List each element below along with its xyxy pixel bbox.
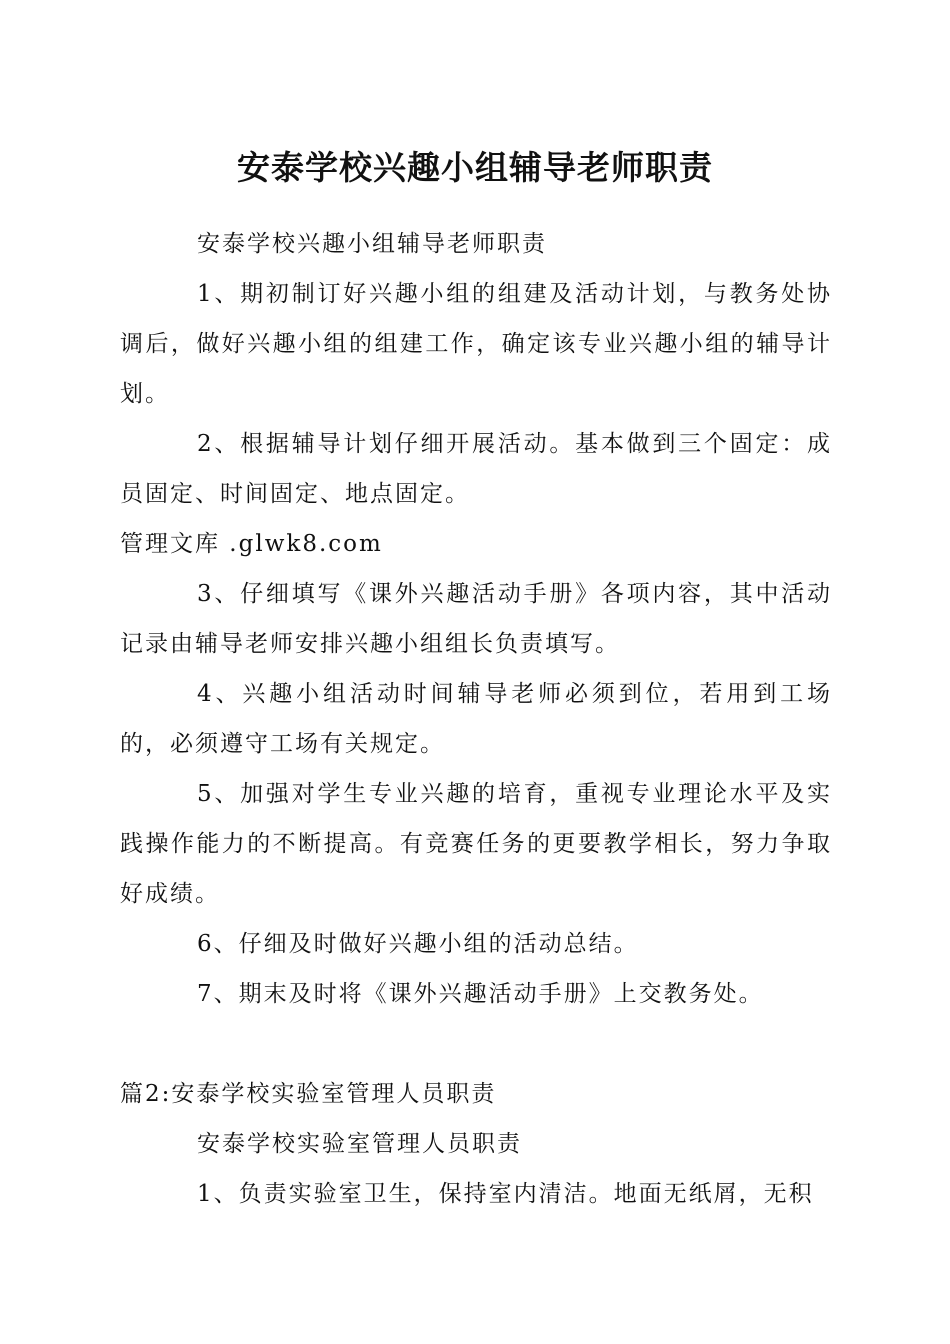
paragraph-item-3: 3、仔细填写《课外兴趣活动手册》各项内容，其中活动记录由辅导老师安排兴趣小组组长负责填写。: [120, 581, 832, 657]
paragraph-item-5: 5、加强对学生专业兴趣的培育，重视专业理论水平及实践操作能力的不断提高。有竞赛任务的更要教学相长，努力争取好成绩。: [120, 781, 832, 907]
section-2-item-1: 1、负责实验室卫生，保持室内清洁。地面无纸屑，无积: [197, 1181, 814, 1207]
site-watermark-text: 管理文库 .glwk8.com: [120, 531, 383, 557]
section-gap: [120, 1019, 832, 1069]
paragraph-item-6: 6、仔细及时做好兴趣小组的活动总结。: [197, 931, 639, 957]
paragraph-item-4: 4、兴趣小组活动时间辅导老师必须到位，若用到工场的，必须遵守工场有关规定。: [120, 681, 832, 757]
paragraph-item-7: 7、期末及时将《课外兴趣活动手册》上交教务处。: [197, 981, 764, 1007]
section-2-subtitle: 安泰学校实验室管理人员职责: [197, 1131, 522, 1157]
document-body: [120, 219, 832, 1219]
document-title: 安泰学校兴趣小组辅导老师职责: [237, 148, 713, 187]
paragraph-subtitle: 安泰学校兴趣小组辅导老师职责: [197, 231, 547, 257]
paragraph-item-1: 1、期初制订好兴趣小组的组建及活动计划，与教务处协调后，做好兴趣小组的组建工作，确定该专业兴趣小组的辅导计划。: [120, 281, 832, 407]
section-2-heading: 篇2:安泰学校实验室管理人员职责: [120, 1081, 497, 1107]
paragraph-item-2: 2、根据辅导计划仔细开展活动。基本做到三个固定：成员固定、时间固定、地点固定。: [120, 431, 832, 507]
